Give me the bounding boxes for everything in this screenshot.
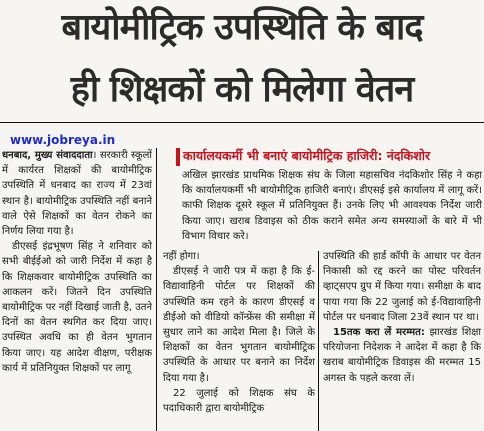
column-2-paragraph-2: डीएसई ने जारी पत्र में कहा है कि ई-विद्यावाहिनी पोर्टल पर शिक्षकों की उपस्थिति कम रहने के कारण डीएसई व डीईओ को वीडियो कॉन्फ्रेंस की समीक्षा में सुधार लाने का आदेश मिला है। जिले के शिक्षकों का वेतन भुगतान बायोमीट्रिक उपस्थिति के आधार पर बनाने का निर्देश दिया गया है। <box>163 266 315 384</box>
subheadline: कार्यालयकर्मी भी बनाएं बायोमीट्रिक हाजिरी: नंदकिशोर <box>183 148 431 163</box>
headline-line-1: बायोमीट्रिक उपस्थिति के बाद <box>61 7 423 48</box>
column-1-paragraph-2: डीएसई इंद्रभूषण सिंह ने शनिवार को सभी बीईईओ को जारी निर्देश में कहा है कि शिक्षकवार बायोमीट्रिक उपस्थिति का आकलन करें। जितने दिन उपस्थिति बायोमीट्रिक पर नहीं दिखाई जाती है, उतने दिनों का वेतन स्थगित कर दिया जाए। उपस्थित अवधि का ही वेतन भुगतान किया जाए। यह आदेश वीक्षण, परीक्षक कार्य में प्रतिनियुक्त शिक्षकों पर लागू <box>2 241 152 374</box>
intro-box-text: अखिल झारखंड प्राथमिक शिक्षक संघ के जिला महासचिव नंदकिशोर सिंह ने कहा कि कार्यालयकर्मी भी बायोमीट्रिक हाजिरी बनाएं। डीएसई इसे कार्यालय में लागू करें। काफी शिक्षक दूसरे स्कूल में प्रतिनियुक्त हैं। उनके लिए भी आवश्यक निर्देश जारी किया जाए। खराब डिवाइस को ठीक कराने समेत अन्य समस्याओं के बारे में भी विभाग विचार करे। <box>182 170 482 242</box>
headline-divider <box>0 122 484 123</box>
column-3-paragraph-2: झारखंड शिक्षा परियोजना निदेशक ने आदेश में कहा है कि खराब बायोमीट्रिक डिवाइस की मरम्मत 15 अगस्त के पहले करवा लें। <box>323 327 481 384</box>
dateline: धनबाद, मुख्य संवाददाता <box>2 150 93 161</box>
column-3-paragraph-1: उपस्थिति की हार्ड कॉपी के आधार पर वेतन निकासी को रद्द करने का पोस्ट परिवर्तन व्हाट्सएप ग्रुप में किया गया। समीक्षा के बाद पाया गया कि 22 जुलाई को ई-विद्यावाहिनी पोर्टल पर धनबाद जिला 23वें स्थान पर था। <box>323 251 481 323</box>
subhead-accent-bar <box>176 148 180 166</box>
article-column-3 <box>323 249 481 431</box>
column-1-separator: । <box>92 150 100 161</box>
website-watermark: www.jobreya.in <box>10 133 116 147</box>
headline-line-2: ही शिक्षकों को मिलेगा वेतन <box>70 69 414 110</box>
column-3-lead-in: 15तक करा लें मरम्मत: <box>333 327 425 339</box>
column-divider-2 <box>318 251 319 431</box>
column-2-paragraph-3: 22 जुलाई को शिक्षक संघ के पदाधिकारी द्वारा बायोमीट्रिक <box>163 387 315 415</box>
column-2-paragraph-1: नहीं होगा। <box>163 251 200 262</box>
column-divider-1 <box>156 148 157 431</box>
article-column-2 <box>163 249 315 431</box>
column-1-paragraph-1: सरकारी स्कूलों में कार्यरत शिक्षकों की बायोमीट्रिक उपस्थिति में धनबाद का राज्य में 23वां स्थान है। बायोमीट्रिक उपस्थिति नहीं बनाने वाले ऐसे शिक्षकों का वेतन रोकने का निर्णय लिया गया है। <box>2 150 152 238</box>
article-column-1 <box>2 148 152 431</box>
